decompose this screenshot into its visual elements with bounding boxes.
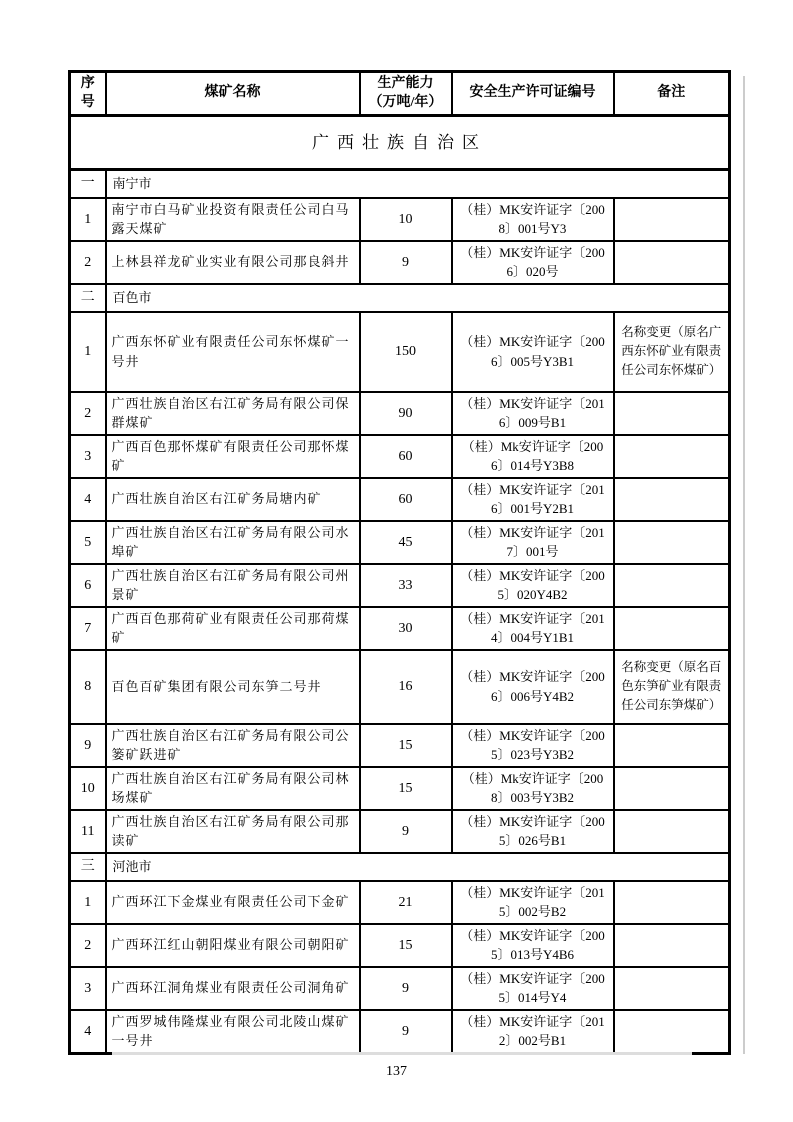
header-remark: 备注 — [614, 72, 730, 116]
mine-name: 广西壮族自治区右江矿务局有限公司公篓矿跃进矿 — [106, 724, 360, 767]
capacity-value: 60 — [360, 435, 452, 478]
row-index: 10 — [70, 767, 106, 810]
capacity-value: 30 — [360, 607, 452, 650]
capacity-value: 60 — [360, 478, 452, 521]
row-index: 3 — [70, 967, 106, 1010]
section-index: 三 — [70, 853, 106, 881]
remark-cell — [614, 767, 730, 810]
license-number: （桂）MK安许证字〔2008〕001号Y3 — [452, 198, 614, 241]
mine-name: 广西环江洞角煤业有限责任公司洞角矿 — [106, 967, 360, 1010]
remark-cell — [614, 241, 730, 284]
remark-cell — [614, 881, 730, 924]
section-row-baise — [70, 284, 730, 312]
row-index: 1 — [70, 312, 106, 392]
section-index: 二 — [70, 284, 106, 312]
license-number: （桂）MK安许证字〔2005〕026号B1 — [452, 810, 614, 853]
remark-cell — [614, 478, 730, 521]
scan-artifact-vertical-line — [743, 76, 745, 1054]
scan-artifact-horizontal-line — [112, 1052, 692, 1055]
table-row — [70, 564, 730, 607]
table-row — [70, 312, 730, 392]
mine-name: 南宁市白马矿业投资有限责任公司白马露天煤矿 — [106, 198, 360, 241]
header-capacity-line1: 生产能力 — [377, 76, 434, 92]
table-row — [70, 1010, 730, 1054]
coal-mine-table — [68, 70, 731, 1055]
row-index: 9 — [70, 724, 106, 767]
capacity-value: 9 — [360, 241, 452, 284]
mine-name: 广西壮族自治区右江矿务局有限公司州景矿 — [106, 564, 360, 607]
license-number: （桂）MK安许证字〔2006〕006号Y4B2 — [452, 650, 614, 724]
remark-cell — [614, 607, 730, 650]
header-index: 序号 — [70, 72, 106, 116]
capacity-value: 15 — [360, 924, 452, 967]
remark-cell — [614, 724, 730, 767]
section-index: 一 — [70, 170, 106, 198]
row-index: 5 — [70, 521, 106, 564]
remark-cell — [614, 392, 730, 435]
remark-cell — [614, 810, 730, 853]
capacity-value: 33 — [360, 564, 452, 607]
remark-cell: 名称变更（原名百色东笋矿业有限责任公司东笋煤矿） — [614, 650, 730, 724]
capacity-value: 90 — [360, 392, 452, 435]
table-row — [70, 967, 730, 1010]
mine-name: 广西壮族自治区右江矿务局塘内矿 — [106, 478, 360, 521]
header-license: 安全生产许可证编号 — [452, 72, 614, 116]
table-row — [70, 607, 730, 650]
row-index: 7 — [70, 607, 106, 650]
table-row — [70, 767, 730, 810]
license-number: （桂）MK安许证字〔2005〕014号Y4 — [452, 967, 614, 1010]
table-row — [70, 392, 730, 435]
row-index: 2 — [70, 924, 106, 967]
row-index: 8 — [70, 650, 106, 724]
section-row-nanning — [70, 170, 730, 198]
license-number: （桂）MK安许证字〔2005〕023号Y3B2 — [452, 724, 614, 767]
capacity-value: 45 — [360, 521, 452, 564]
remark-cell — [614, 435, 730, 478]
section-city: 南宁市 — [106, 170, 730, 198]
remark-cell — [614, 967, 730, 1010]
license-number: （桂）MK安许证字〔2014〕004号Y1B1 — [452, 607, 614, 650]
remark-cell: 名称变更（原名广西东怀矿业有限责任公司东怀煤矿） — [614, 312, 730, 392]
capacity-value: 9 — [360, 810, 452, 853]
table-row — [70, 810, 730, 853]
capacity-value: 15 — [360, 767, 452, 810]
table-row — [70, 650, 730, 724]
license-number: （桂）MK安许证字〔2016〕001号Y2B1 — [452, 478, 614, 521]
page-number: 137 — [386, 1064, 407, 1079]
capacity-value: 9 — [360, 1010, 452, 1054]
mine-name: 广西东怀矿业有限责任公司东怀煤矿一号井 — [106, 312, 360, 392]
mine-name: 广西百色那怀煤矿有限责任公司那怀煤矿 — [106, 435, 360, 478]
mine-name: 广西壮族自治区右江矿务局有限公司林场煤矿 — [106, 767, 360, 810]
table-row — [70, 521, 730, 564]
capacity-value: 10 — [360, 198, 452, 241]
row-index: 1 — [70, 881, 106, 924]
mine-name: 广西百色那荷矿业有限责任公司那荷煤矿 — [106, 607, 360, 650]
license-number: （桂）MK安许证字〔2016〕009号B1 — [452, 392, 614, 435]
table-row — [70, 478, 730, 521]
table-row — [70, 241, 730, 284]
row-index: 3 — [70, 435, 106, 478]
license-number: （桂）MK安许证字〔2005〕020Y4B2 — [452, 564, 614, 607]
capacity-value: 9 — [360, 967, 452, 1010]
row-index: 1 — [70, 198, 106, 241]
row-index: 11 — [70, 810, 106, 853]
row-index: 4 — [70, 1010, 106, 1054]
table-row — [70, 881, 730, 924]
section-row-hechi — [70, 853, 730, 881]
section-city: 百色市 — [106, 284, 730, 312]
license-number: （桂）Mk安许证字〔2008〕003号Y3B2 — [452, 767, 614, 810]
remark-cell — [614, 198, 730, 241]
mine-name: 广西壮族自治区右江矿务局有限公司保群煤矿 — [106, 392, 360, 435]
table-row — [70, 724, 730, 767]
license-number: （桂）Mk安许证字〔2006〕014号Y3B8 — [452, 435, 614, 478]
row-index: 4 — [70, 478, 106, 521]
table-header-row — [70, 72, 730, 116]
header-mine-name: 煤矿名称 — [106, 72, 360, 116]
mine-name: 广西环江红山朝阳煤业有限公司朝阳矿 — [106, 924, 360, 967]
mine-name: 广西环江下金煤业有限责任公司下金矿 — [106, 881, 360, 924]
table-row — [70, 924, 730, 967]
region-title: 广西壮族自治区 — [70, 116, 730, 170]
capacity-value: 21 — [360, 881, 452, 924]
header-capacity — [360, 72, 452, 116]
remark-cell — [614, 521, 730, 564]
license-number: （桂）MK安许证字〔2017〕001号 — [452, 521, 614, 564]
table-row — [70, 435, 730, 478]
license-number: （桂）MK安许证字〔2005〕013号Y4B6 — [452, 924, 614, 967]
license-number: （桂）MK安许证字〔2006〕005号Y3B1 — [452, 312, 614, 392]
remark-cell — [614, 1010, 730, 1054]
row-index: 6 — [70, 564, 106, 607]
remark-cell — [614, 924, 730, 967]
license-number: （桂）MK安许证字〔2015〕002号B2 — [452, 881, 614, 924]
header-capacity-line2: （万吨/年） — [368, 94, 443, 110]
row-index: 2 — [70, 241, 106, 284]
mine-name: 广西罗城伟隆煤业有限公司北陵山煤矿一号井 — [106, 1010, 360, 1054]
mine-name: 百色百矿集团有限公司东笋二号井 — [106, 650, 360, 724]
table-row — [70, 198, 730, 241]
section-city: 河池市 — [106, 853, 730, 881]
row-index: 2 — [70, 392, 106, 435]
mine-name: 广西壮族自治区右江矿务局有限公司那读矿 — [106, 810, 360, 853]
capacity-value: 150 — [360, 312, 452, 392]
capacity-value: 16 — [360, 650, 452, 724]
license-number: （桂）MK安许证字〔2012〕002号B1 — [452, 1010, 614, 1054]
remark-cell — [614, 564, 730, 607]
capacity-value: 15 — [360, 724, 452, 767]
mine-name: 广西壮族自治区右江矿务局有限公司水埠矿 — [106, 521, 360, 564]
mine-name: 上林县祥龙矿业实业有限公司那良斜井 — [106, 241, 360, 284]
license-number: （桂）MK安许证字〔2006〕020号 — [452, 241, 614, 284]
region-title-row — [70, 116, 730, 170]
